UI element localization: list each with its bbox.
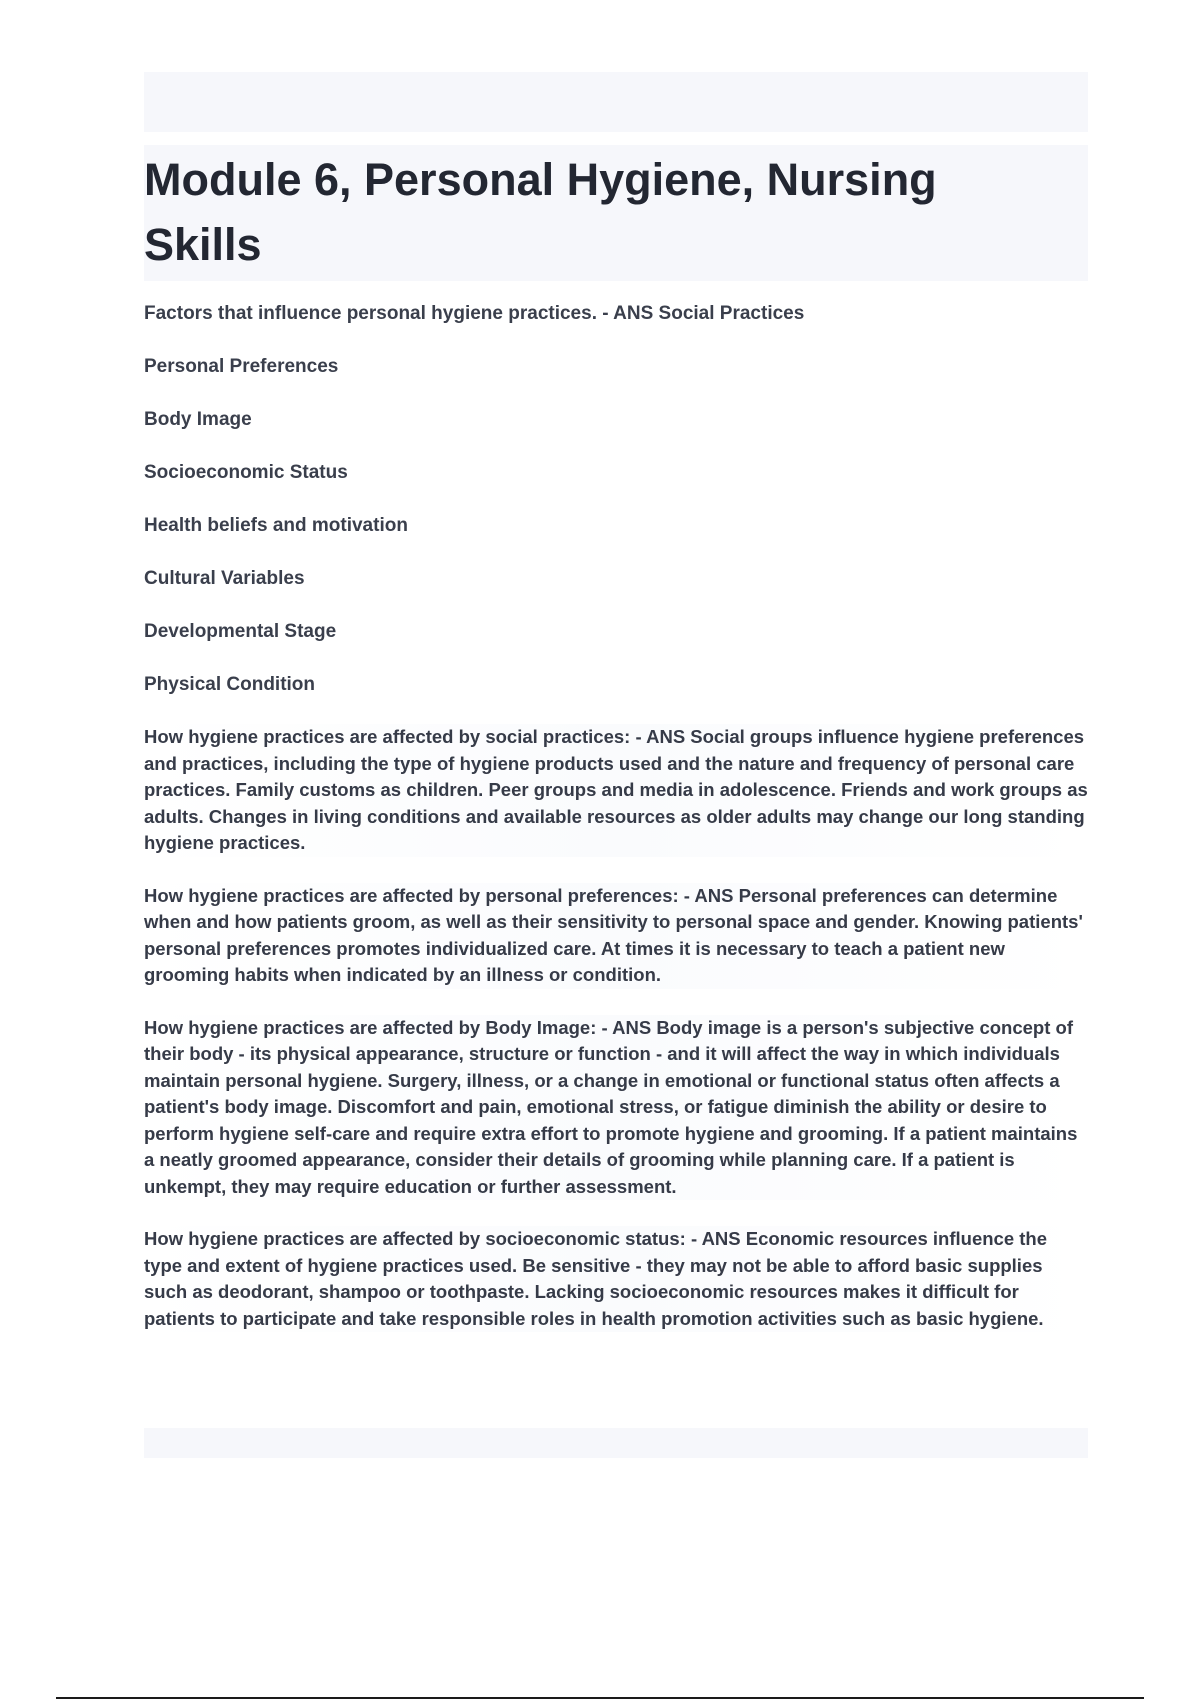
factor-item: Cultural Variables (144, 568, 305, 589)
factor-item: Socioeconomic Status (144, 462, 348, 483)
factor-item: Developmental Stage (144, 621, 337, 642)
social-practices-paragraph: How hygiene practices are affected by social practices: - ANS Social groups influence hygiene preferences and practices, including the type of hygiene products used and the nature and frequency of personal care practices. Family customs as children. Peer groups and media in adolescence. Friends and work groups as adults. Changes in living conditions and available resources as older adults may change our long standing hygiene practices. (144, 724, 1088, 857)
header-placeholder-bar (144, 72, 1088, 132)
factor-item: Health beliefs and motivation (144, 515, 408, 536)
personal-preferences-paragraph: How hygiene practices are affected by personal preferences: - ANS Personal preferences can determine when and how patients groom, as well as their sensitivity to personal space and gender. Knowing patients' personal preferences promotes individualized care. At times it is necessary to teach a patient new grooming habits when indicated by an illness or condition. (144, 883, 1088, 989)
title-box (144, 145, 1088, 281)
factor-item: Physical Condition (144, 674, 316, 695)
socioeconomic-status-paragraph: How hygiene practices are affected by socioeconomic status: - ANS Economic resources influence the type and extent of hygiene practices used. Be sensitive - they may not be able to afford basic supplies such as deodorant, shampoo or toothpaste. Lacking socioeconomic resources makes it difficult for patients to participate and take responsible roles in health promotion activities such as basic hygiene. (144, 1226, 1088, 1332)
factor-item: Body Image (144, 409, 252, 430)
document-body (144, 300, 1088, 1358)
factor-item: Personal Preferences (144, 356, 339, 377)
body-image-paragraph: How hygiene practices are affected by Body Image: - ANS Body image is a person's subjective concept of their body - its physical appearance, structure or function - and it will affect the way in which individuals maintain personal hygiene. Surgery, illness, or a change in emotional or functional status often affects a patient's body image. Discomfort and pain, emotional stress, or fatigue diminish the ability or desire to perform hygiene self-care and require extra effort to promote hygiene and grooming. If a patient maintains a neatly groomed appearance, consider their details of grooming while planning care. If a patient is unkempt, they may require education or further assessment. (144, 1015, 1088, 1201)
page-bottom-rule (56, 1697, 1144, 1699)
page-title: Module 6, Personal Hygiene, Nursing Skills (144, 154, 937, 270)
factors-heading-line: Factors that influence personal hygiene practices. - ANS Social Practices (144, 303, 805, 324)
footer-placeholder-bar (144, 1428, 1088, 1458)
